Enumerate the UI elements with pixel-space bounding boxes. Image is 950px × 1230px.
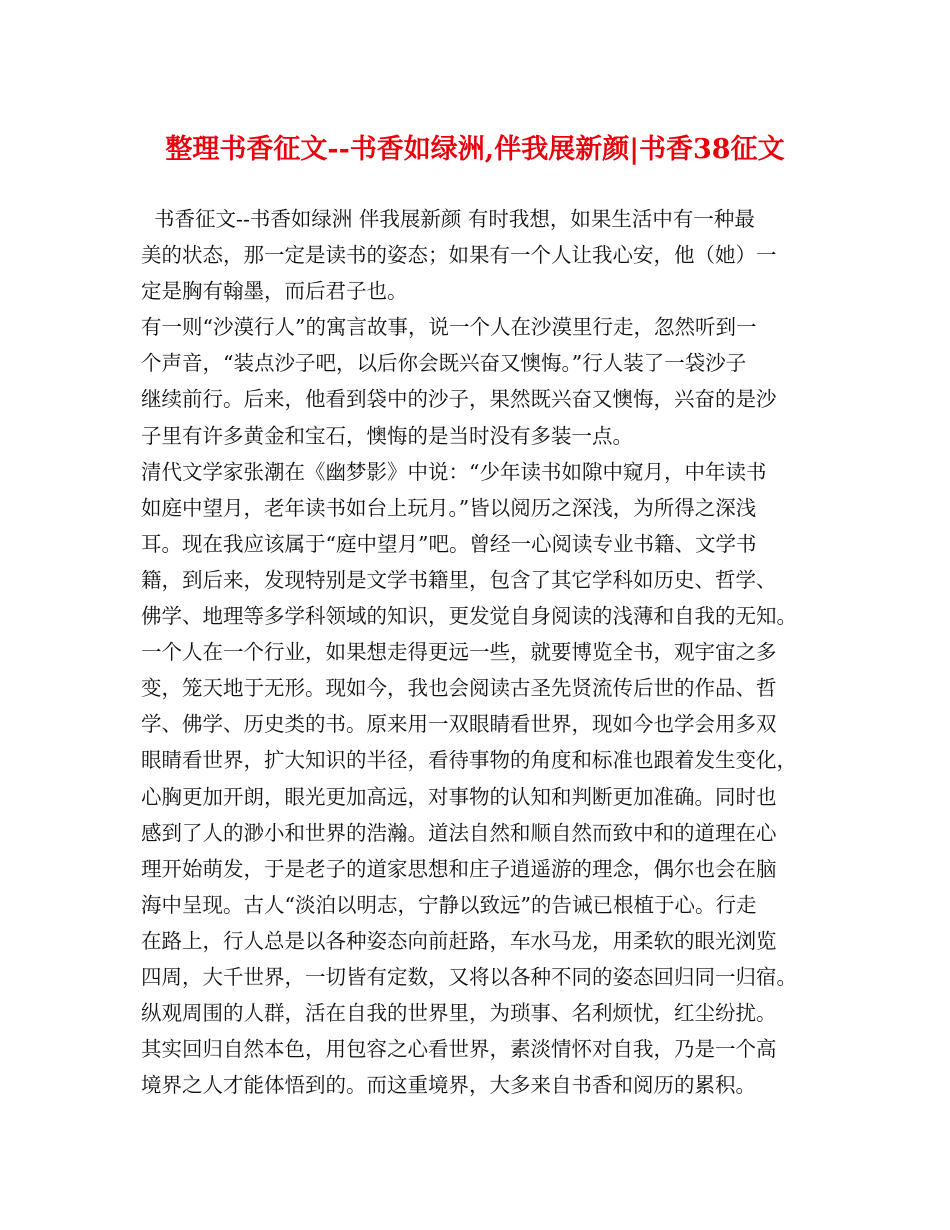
body-text-line: 变，笼天地于无形。现如今，我也会阅读古圣先贤流传后世的作品、哲 bbox=[141, 676, 777, 701]
body-text-line: 心胸更加开朗，眼光更加高远，对事物的认知和判断更加准确。同时也 bbox=[141, 784, 777, 809]
body-text-line: 清代文学家张潮在《幽梦影》中说：“少年读书如隙中窥月，中年读书 bbox=[141, 459, 767, 484]
body-text-line: 有一则“沙漠行人”的寓言故事，说一个人在沙漠里行走，忽然听到一 bbox=[141, 315, 757, 340]
body-text-line: 继续前行。后来，他看到袋中的沙子，果然既兴奋又懊悔，兴奋的是沙 bbox=[141, 387, 777, 412]
body-text-line: 如庭中望月，老年读书如台上玩月。”皆以阅历之深浅，为所得之深浅 bbox=[141, 495, 757, 520]
body-text-line: 理开始萌发，于是老子的道家思想和庄子逍遥游的理念，偶尔也会在脑 bbox=[141, 856, 777, 881]
body-text-line: 感到了人的渺小和世界的浩瀚。道法自然和顺自然而致中和的道理在心 bbox=[141, 820, 777, 845]
body-text-line: 境界之人才能体悟到的。而这重境界，大多来自书香和阅历的累积。 bbox=[141, 1073, 756, 1098]
body-text-line: 美的状态，那一定是读书的姿态；如果有一个人让我心安，他（她）一 bbox=[141, 243, 777, 268]
body-text-line: 学、佛学、历史类的书。原来用一双眼睛看世界，现如今也学会用多双 bbox=[141, 712, 777, 737]
body-text-line: 一个人在一个行业，如果想走得更远一些，就要博览全书，观宇宙之多 bbox=[141, 640, 777, 665]
document-body bbox=[141, 201, 821, 1103]
body-text-line: 在路上，行人总是以各种姿态向前赶路，车水马龙，用柔软的眼光浏览 bbox=[141, 928, 777, 953]
body-text-line: 籍，到后来，发现特别是文学书籍里，包含了其它学科如历史、哲学、 bbox=[141, 567, 777, 592]
body-text-line: 纵观周围的人群，活在自我的世界里，为琐事、名利烦忧，红尘纷扰。 bbox=[141, 1001, 777, 1026]
body-text-line: 佛学、地理等多学科领域的知识，更发觉自身阅读的浅薄和自我的无知。 bbox=[141, 604, 797, 629]
document-title: 整理书香征文--书香如绿洲,伴我展新颜|书香38征文 bbox=[165, 134, 785, 165]
body-text-line: 定是胸有翰墨，而后君子也。 bbox=[141, 279, 408, 304]
body-text-line: 其实回归自然本色，用包容之心看世界，素淡情怀对自我，乃是一个高 bbox=[141, 1037, 777, 1062]
body-text-line: 耳。现在我应该属于“庭中望月”吧。曾经一心阅读专业书籍、文学书 bbox=[141, 531, 757, 556]
body-text-line: 子里有许多黄金和宝石，懊悔的是当时没有多装一点。 bbox=[141, 423, 633, 448]
body-text-line: 四周，大千世界，一切皆有定数，又将以各种不同的姿态回归同一归宿。 bbox=[141, 964, 797, 989]
body-text-line: 眼睛看世界，扩大知识的半径，看待事物的角度和标准也跟着发生变化， bbox=[141, 748, 797, 773]
body-text-line: 个声音，“装点沙子吧，以后你会既兴奋又懊悔。”行人装了一袋沙子 bbox=[141, 351, 747, 376]
body-text-line: 海中呈现。古人“淡泊以明志，宁静以致远”的告诫已根植于心。行走 bbox=[141, 892, 757, 917]
body-text-line: 书香征文--书香如绿洲 伴我展新颜 有时我想，如果生活中有一种最 bbox=[141, 207, 755, 231]
